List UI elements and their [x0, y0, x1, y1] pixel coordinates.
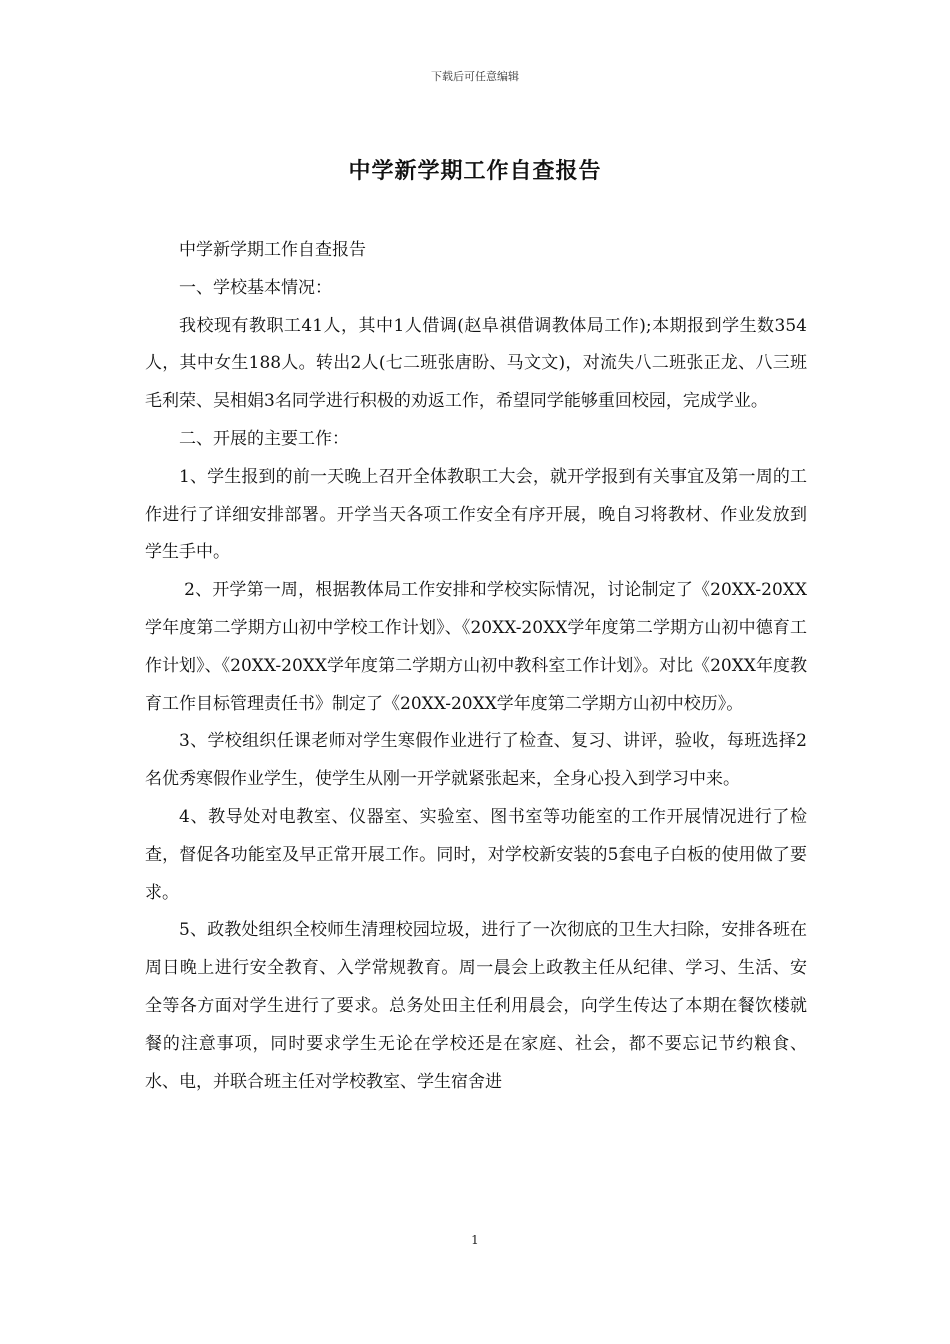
document-body [145, 232, 807, 1101]
header-note: 下载后可任意编辑 [431, 70, 519, 83]
paragraph-section-heading-2: 二、开展的主要工作： [179, 428, 349, 449]
paragraph-subtitle: 中学新学期工作自查报告 [179, 240, 366, 260]
paragraph-item-5: 5、政教处组织全校师生清理校园垃圾，进行了一次彻底的卫生大扫除，安排各班在周日晚上进行安全教育、入学常规教育。周一晨会上政教主任从纪律、学习、生活、安全等各方面对学生进行了要求。总务处田主任利用晨会，向学生传达了本期在餐饮楼就餐的注意事项，同时要求学生无论在学校还是在家庭、社会，都不要忘记节约粮食、水、电，并联合班主任对学校教室、学生宿舍进 [145, 920, 807, 1092]
paragraph-section-heading-1: 一、学校基本情况： [179, 277, 332, 298]
paragraph-item-3: 3、学校组织任课老师对学生寒假作业进行了检查、复习、讲评，验收，每班选择2名优秀寒假作业学生，使学生从刚一开学就紧张起来，全身心投入到学习中来。 [145, 731, 807, 790]
paragraph-item-1: 1、学生报到的前一天晚上召开全体教职工大会，就开学报到有关事宜及第一周的工作进行了详细安排部署。开学当天各项工作安全有序开展，晚自习将教材、作业发放到学生手中。 [145, 466, 807, 563]
paragraph-item-4: 4、教导处对电教室、仪器室、实验室、图书室等功能室的工作开展情况进行了检查，督促各功能室及早正常开展工作。同时，对学校新安装的5套电子白板的使用做了要求。 [145, 806, 807, 903]
document-title: 中学新学期工作自查报告 [348, 158, 602, 184]
paragraph-basic-info: 我校现有教职工41人，其中1人借调(赵阜祺借调教体局工作);本期报到学生数354人，其中女生188人。转出2人(七二班张唐盼、马文文)，对流失八二班张正龙、八三班毛利荣、吴相娟3名同学进行积极的劝返工作，希望同学能够重回校园，完成学业。 [145, 315, 807, 412]
paragraph-item-2: 2、开学第一周，根据教体局工作安排和学校实际情况，讨论制定了《20XX-20XX学年度第二学期方山初中学校工作计划》、《20XX-20XX学年度第二学期方山初中德育工作计划》、《20XX-20XX学年度第二学期方山初中教科室工作计划》。对比《20XX年度教育工作目标管理责任书》制定了《20XX-20XX学年度第二学期方山初中校历》。 [145, 580, 807, 714]
page-number: 1 [471, 1233, 479, 1247]
